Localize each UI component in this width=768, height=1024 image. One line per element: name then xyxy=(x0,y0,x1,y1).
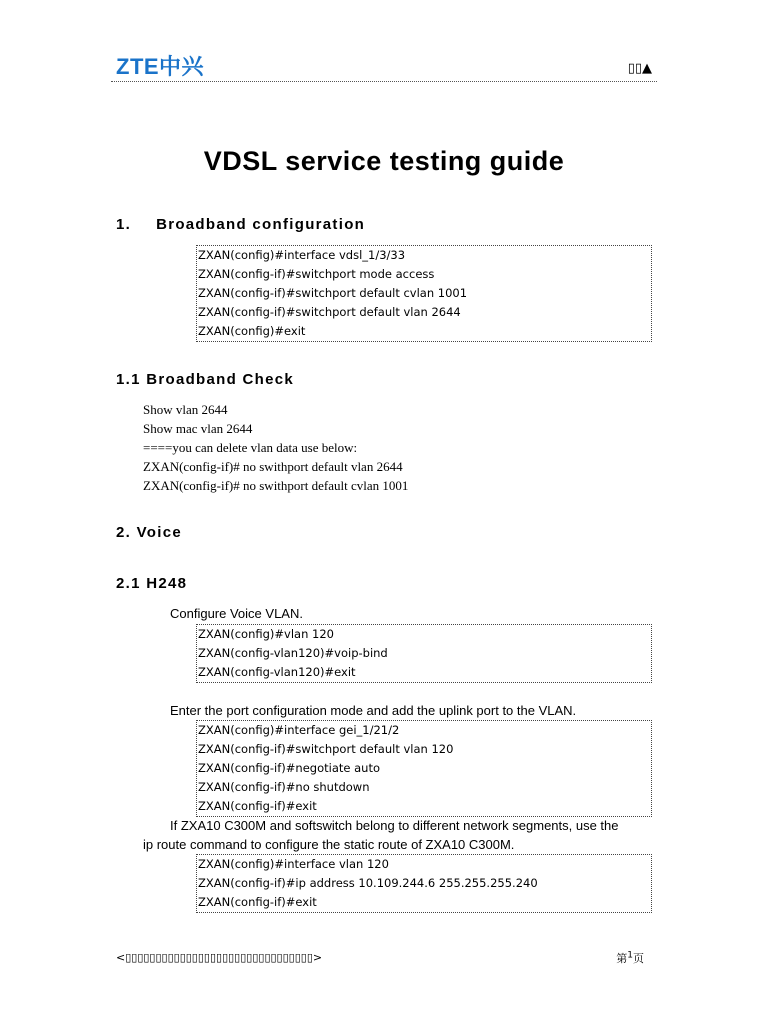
command-line: ZXAN(config-if)#ip address 10.109.244.6 255.255.255.240 xyxy=(198,876,538,890)
text-line: ZXAN(config-if)# no swithport default vlan 2644 xyxy=(143,459,403,474)
header-divider xyxy=(111,81,657,82)
text-line: ZXAN(config-if)# no swithport default cvlan 1001 xyxy=(143,478,409,493)
command-line: ZXAN(config-if)#switchport default vlan 120 xyxy=(198,742,454,756)
command-line: ZXAN(config-if)#switchport default cvlan 1001 xyxy=(198,286,468,300)
command-line: ZXAN(config)#interface vdsl_1/3/33 xyxy=(198,248,406,262)
broadband-check-lines xyxy=(143,400,408,495)
command-box-static-route xyxy=(196,854,652,913)
command-line: ZXAN(config)#interface vlan 120 xyxy=(198,857,389,871)
zte-logo xyxy=(116,52,204,78)
text-line: Show mac vlan 2644 xyxy=(143,421,253,436)
command-line: ZXAN(config-vlan120)#exit xyxy=(198,665,356,679)
section-1-number: 1. xyxy=(116,216,132,233)
command-line: ZXAN(config)#interface gei_1/21/2 xyxy=(198,723,400,737)
footer-page-number xyxy=(616,950,644,966)
logo-text: ZTE中兴 xyxy=(116,53,205,79)
text-line: Show vlan 2644 xyxy=(143,402,228,417)
command-box-voice-vlan xyxy=(196,624,652,683)
footer-confidential-text: <▯▯▯▯▯▯▯▯▯▯▯▯▯▯▯▯▯▯▯▯▯▯▯▯▯▯▯▯▯▯▯> xyxy=(116,951,323,964)
header-right-text: ▯▯▲ xyxy=(627,61,652,76)
command-line: ZXAN(config-if)#exit xyxy=(198,895,317,909)
section-1-title: Broadband configuration xyxy=(156,216,366,233)
document-title: VDSL service testing guide xyxy=(203,146,565,176)
command-box-broadband xyxy=(196,245,652,342)
command-line: ZXAN(config)#exit xyxy=(198,324,306,338)
section-1-heading xyxy=(116,216,365,233)
text-line: ====you can delete vlan data use below: xyxy=(143,440,358,455)
page-prefix: 第 xyxy=(616,952,628,965)
paragraph-voice-vlan: Configure Voice VLAN. xyxy=(170,606,303,621)
section-2-1-heading: 2.1 H248 xyxy=(116,575,188,592)
command-line: ZXAN(config-if)#switchport default vlan 2644 xyxy=(198,305,461,319)
command-line: ZXAN(config-if)#negotiate auto xyxy=(198,761,380,775)
paragraph-static-route-line2: ip route command to configure the static route of ZXA10 C300M. xyxy=(143,837,515,852)
command-line: ZXAN(config-if)#exit xyxy=(198,799,317,813)
page-suffix: 页 xyxy=(633,952,644,965)
page-number: 1 xyxy=(627,950,633,961)
section-1-1-heading: 1.1 Broadband Check xyxy=(116,371,295,388)
paragraph-uplink-port: Enter the port configuration mode and add the uplink port to the VLAN. xyxy=(170,703,577,718)
command-line: ZXAN(config-if)#no shutdown xyxy=(198,780,370,794)
command-line: ZXAN(config)#vlan 120 xyxy=(198,627,334,641)
command-line: ZXAN(config-vlan120)#voip-bind xyxy=(198,646,388,660)
paragraph-static-route-line1: If ZXA10 C300M and softswitch belong to different network segments, use the xyxy=(170,818,619,833)
command-line: ZXAN(config-if)#switchport mode access xyxy=(198,267,435,281)
section-2-heading: 2. Voice xyxy=(116,524,182,541)
command-box-uplink-port xyxy=(196,720,652,817)
